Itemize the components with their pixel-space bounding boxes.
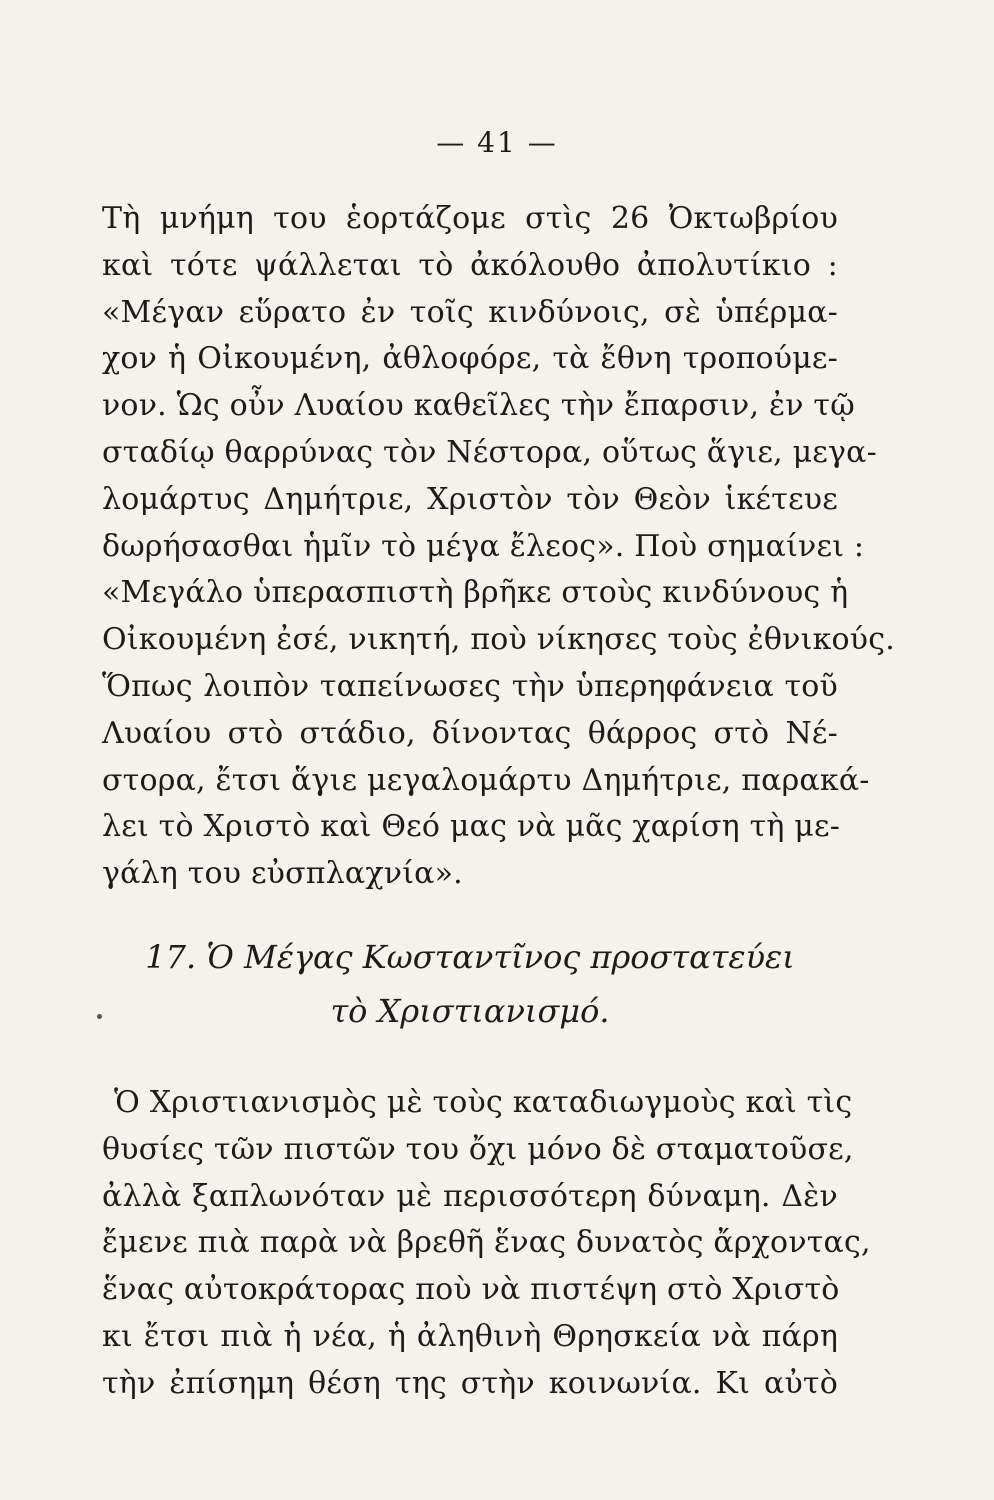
text-line: ἀλλὰ ξαπλωνόταν μὲ περισσότερη δύναμη. Δὲν [102, 1178, 838, 1214]
text-line: Τὴ μνήμη του ἑορτάζομε στὶς 26 Ὀκτωβρίου [102, 201, 838, 236]
text-line: καὶ τότε ψάλλεται τὸ ἀκόλουθο ἀπολυτίκιο : [102, 247, 838, 283]
text-line: στορα, ἔτσι ἅγιε μεγαλομάρτυ Δημήτριε, παρακά- [102, 762, 870, 798]
text-line: Λυαίου στὸ στάδιο, δίνοντας θάρρος στὸ Νέ- [102, 715, 838, 751]
text-line: χον ἡ Οἰκουμένη, ἀθλοφόρε, τὰ ἔθνη τροπούμε- [102, 341, 838, 377]
text-line: γάλη του εὐσπλαχνία». [102, 856, 463, 892]
text-line: τὴν ἐπίσημη θέση της στὴν κοινωνία. Κι αὐτὸ [102, 1365, 838, 1401]
page-number: — 41 — [436, 126, 558, 159]
text-line: λει τὸ Χριστὸ καὶ Θεό μας νὰ μᾶς χαρίση τὴ με- [102, 809, 841, 845]
text-line: Οἰκουμένη ἐσέ, νικητή, ποὺ νίκησες τοὺς ἐθνικούς. [102, 622, 895, 658]
stray-ink-mark [97, 1014, 102, 1019]
text-line: νον. Ὡς οὖν Λυαίου καθεῖλες τὴν ἔπαρσιν, ἐν τῷ [102, 388, 855, 424]
text-line: ἕνας αὐτοκράτορας ποὺ νὰ πιστέψη στὸ Χριστὸ [102, 1272, 840, 1308]
paragraph-apolytikion [102, 196, 895, 898]
text-line: σταδίῳ θαρρύνας τὸν Νέστορα, οὕτως ἅγιε, μεγα- [102, 434, 877, 470]
section-heading-line-2: τὸ Χριστιανισμό. [330, 992, 610, 1030]
text-line: ἔμενε πιὰ παρὰ νὰ βρεθῆ ἕνας δυνατὸς ἄρχοντας, [102, 1225, 871, 1261]
text-line: Ὁ Χριστιανισμὸς μὲ τοὺς καταδιωγμοὺς καὶ τὶς [114, 1085, 853, 1120]
paragraph-christianity [102, 1080, 871, 1408]
text-line: κι ἔτσι πιὰ ἡ νέα, ἡ ἀληθινὴ Θρησκεία νὰ πάρη [102, 1318, 838, 1354]
text-line: «Μεγάλο ὑπερασπιστὴ βρῆκε στοὺς κινδύνους ἡ [102, 575, 849, 611]
text-line: «Μέγαν εὕρατο ἐν τοῖς κινδύνοις, σὲ ὑπέρμα- [102, 294, 838, 330]
text-line: Ὅπως λοιπὸν ταπείνωσες τὴν ὑπερηφάνεια τοῦ [102, 668, 838, 704]
section-heading-line-1: 17. Ὁ Μέγας Κωσταντῖνος προστατεύει [145, 938, 795, 976]
section-heading [120, 930, 820, 1038]
text-line: λομάρτυς Δημήτριε, Χριστὸν τὸν Θεὸν ἱκέτευε [102, 481, 838, 517]
text-line: θυσίες τῶν πιστῶν του ὄχι μόνο δὲ σταματοῦσε, [102, 1131, 854, 1167]
text-line: δωρήσασθαι ἡμῖν τὸ μέγα ἔλεος». Ποὺ σημαίνει : [102, 528, 865, 564]
